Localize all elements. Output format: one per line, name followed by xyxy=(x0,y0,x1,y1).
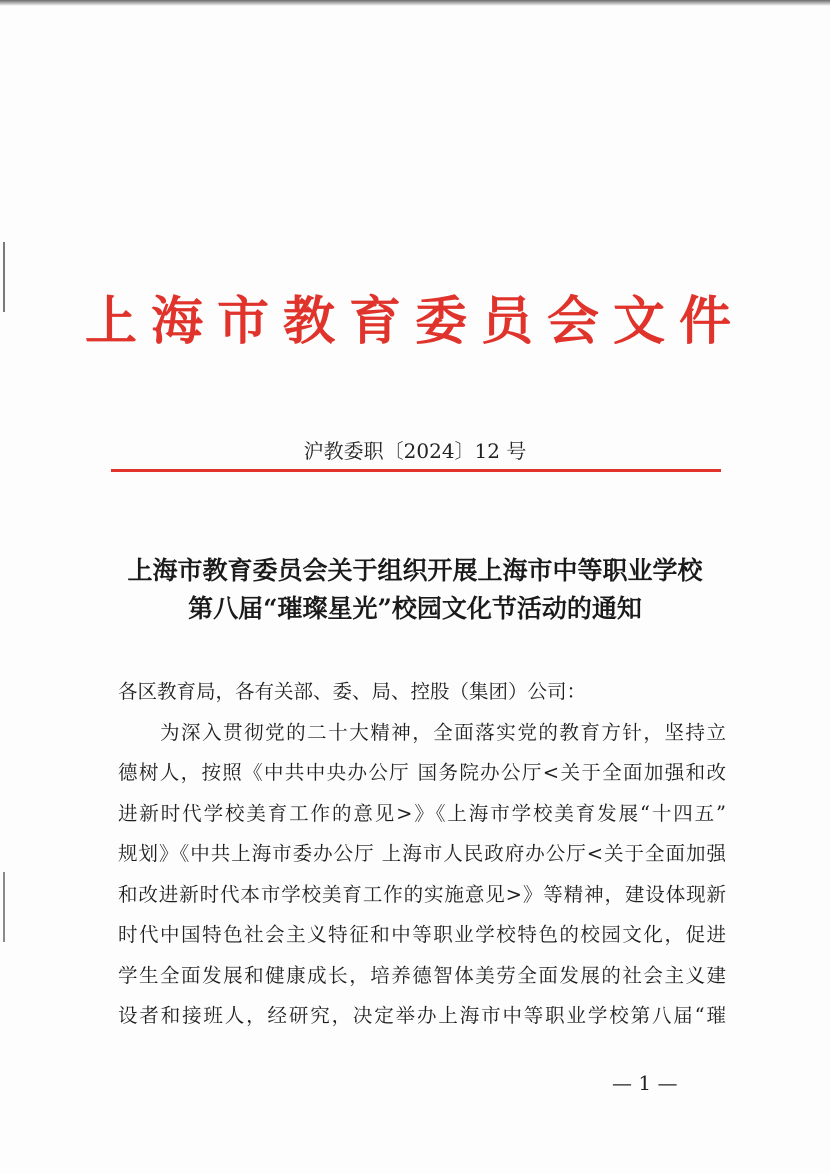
salutation-line: 各区教育局，各有关部、委、局、控股（集团）公司： xyxy=(118,680,587,703)
header-divider xyxy=(111,469,721,472)
body-line: 学生全面发展和健康成长，培养德智体美劳全面发展的社会主义建 xyxy=(118,963,726,987)
body-line: 时代中国特色社会主义特征和中等职业学校特色的校园文化，促进 xyxy=(118,923,726,946)
body-line: 设者和接班人，经研究，决定举办上海市中等职业学校第八届“璀 xyxy=(118,1004,726,1027)
scan-mark xyxy=(3,872,5,942)
notice-title-line-2: 第八届“璀璨星光”校园文化节活动的通知 xyxy=(188,594,642,623)
page-number: — 1 — xyxy=(612,1071,678,1095)
body-line: 规划》《中共上海市委办公厅 上海市人民政府办公厅<关于全面加强 xyxy=(118,842,726,865)
document-header-title: 上海市教育委员会文件 xyxy=(84,291,745,352)
scan-edge-shadow xyxy=(0,0,830,6)
notice-body xyxy=(118,672,726,1037)
notice-title xyxy=(60,552,770,628)
document-number: 沪教委职〔2024〕12 号 xyxy=(303,439,527,463)
body-line: 为深入贯彻党的二十大精神，全面落实党的教育方针，坚持立 xyxy=(118,720,726,744)
body-line: 德树人，按照《中共中央办公厅 国务院办公厅<关于全面加强和改 xyxy=(118,761,726,784)
notice-title-line-1: 上海市教育委员会关于组织开展上海市中等职业学校 xyxy=(127,556,703,585)
body-line: 和改进新时代本市学校美育工作的实施意见>》等精神，建设体现新 xyxy=(118,882,726,906)
body-line: 进新时代学校美育工作的意见>》《上海市学校美育发展“十四五” xyxy=(118,801,726,825)
